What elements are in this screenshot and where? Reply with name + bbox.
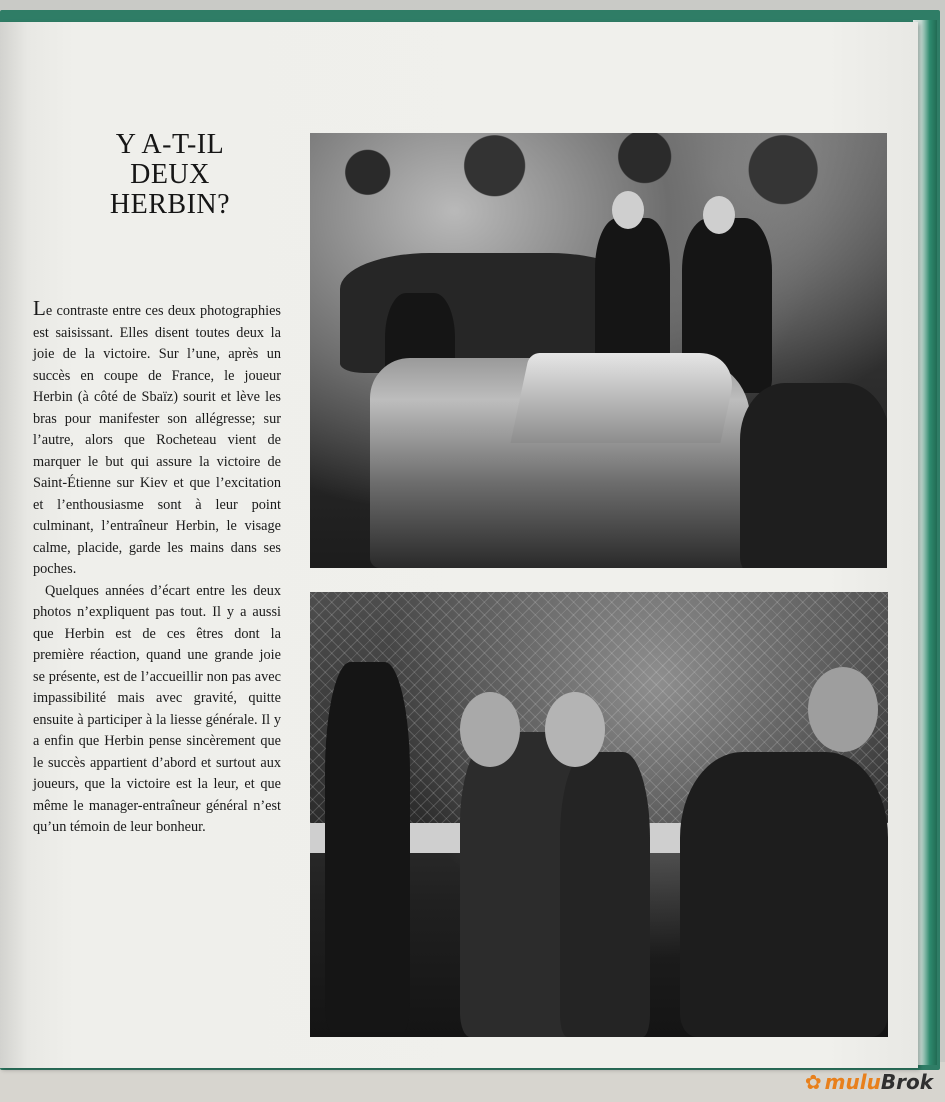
photo-celebration-stadium (310, 592, 888, 1037)
photo-car-windshield (510, 353, 739, 443)
photo-crowd-right (740, 383, 887, 568)
photo-man-right (680, 752, 888, 1037)
drop-cap: L (33, 296, 46, 320)
page-fold-shadow (0, 22, 28, 1068)
watermark-part-2: Brok (880, 1070, 933, 1094)
paragraph-1 (33, 296, 281, 581)
photo-herbin (560, 752, 650, 1037)
paragraph-2: Quelques années d’écart entre les deux photos n’expliquent pas tout. Il y a aussi que Herbin est de ces êtres dont la première réaction, quand une grande joie se présente, est de l’accueillir non pas avec impassibilité mais avec gravité, quitte ensuite à participer à la liesse générale. Il y a enfin que Herbin pense sincèrement que le succès appartient d’abord et surtout aux joueurs, que la victoire est la leur, et que même le manager-entraîneur général n’est qu’un témoin de leur bonheur. (33, 582, 281, 835)
page-title (40, 130, 300, 220)
title-line-3: HERBIN? (109, 189, 231, 220)
photo-man-tracksuit-head (460, 692, 520, 767)
photo-herbin-head (545, 692, 605, 767)
article-text (33, 296, 281, 839)
photo-person-left (325, 662, 410, 1032)
photo-celebration-car (310, 133, 887, 568)
watermark-logo (805, 1070, 933, 1094)
photo-player-left-head (612, 191, 644, 229)
flower-icon: ✿ (804, 1070, 822, 1094)
photo-player-right-head (703, 196, 735, 234)
title-line-1: Y A-T-IL (115, 129, 225, 160)
paragraph-1-text: e contraste entre ces deux photographies est saisissant. Elles disent toutes deux la joie de la victoire. Sur l’une, après un succès en coupe de France, le joueur Herbin (à côté de Sbaïz) sourit et lève les bras pour manifester son allégresse; sur l’autre, alors que Rocheteau vient de marquer le but qui assure la victoire de Saint-Étienne sur Kiev et que l’excitation et l’enthousiasme sont à leur point culminant, l’entraîneur Herbin, le visage calme, placide, garde les mains dans ses poches. (33, 303, 281, 577)
title-line-2: DEUX (130, 159, 210, 190)
photo-man-right-head (808, 667, 878, 752)
watermark-part-1: mulu (824, 1070, 881, 1094)
